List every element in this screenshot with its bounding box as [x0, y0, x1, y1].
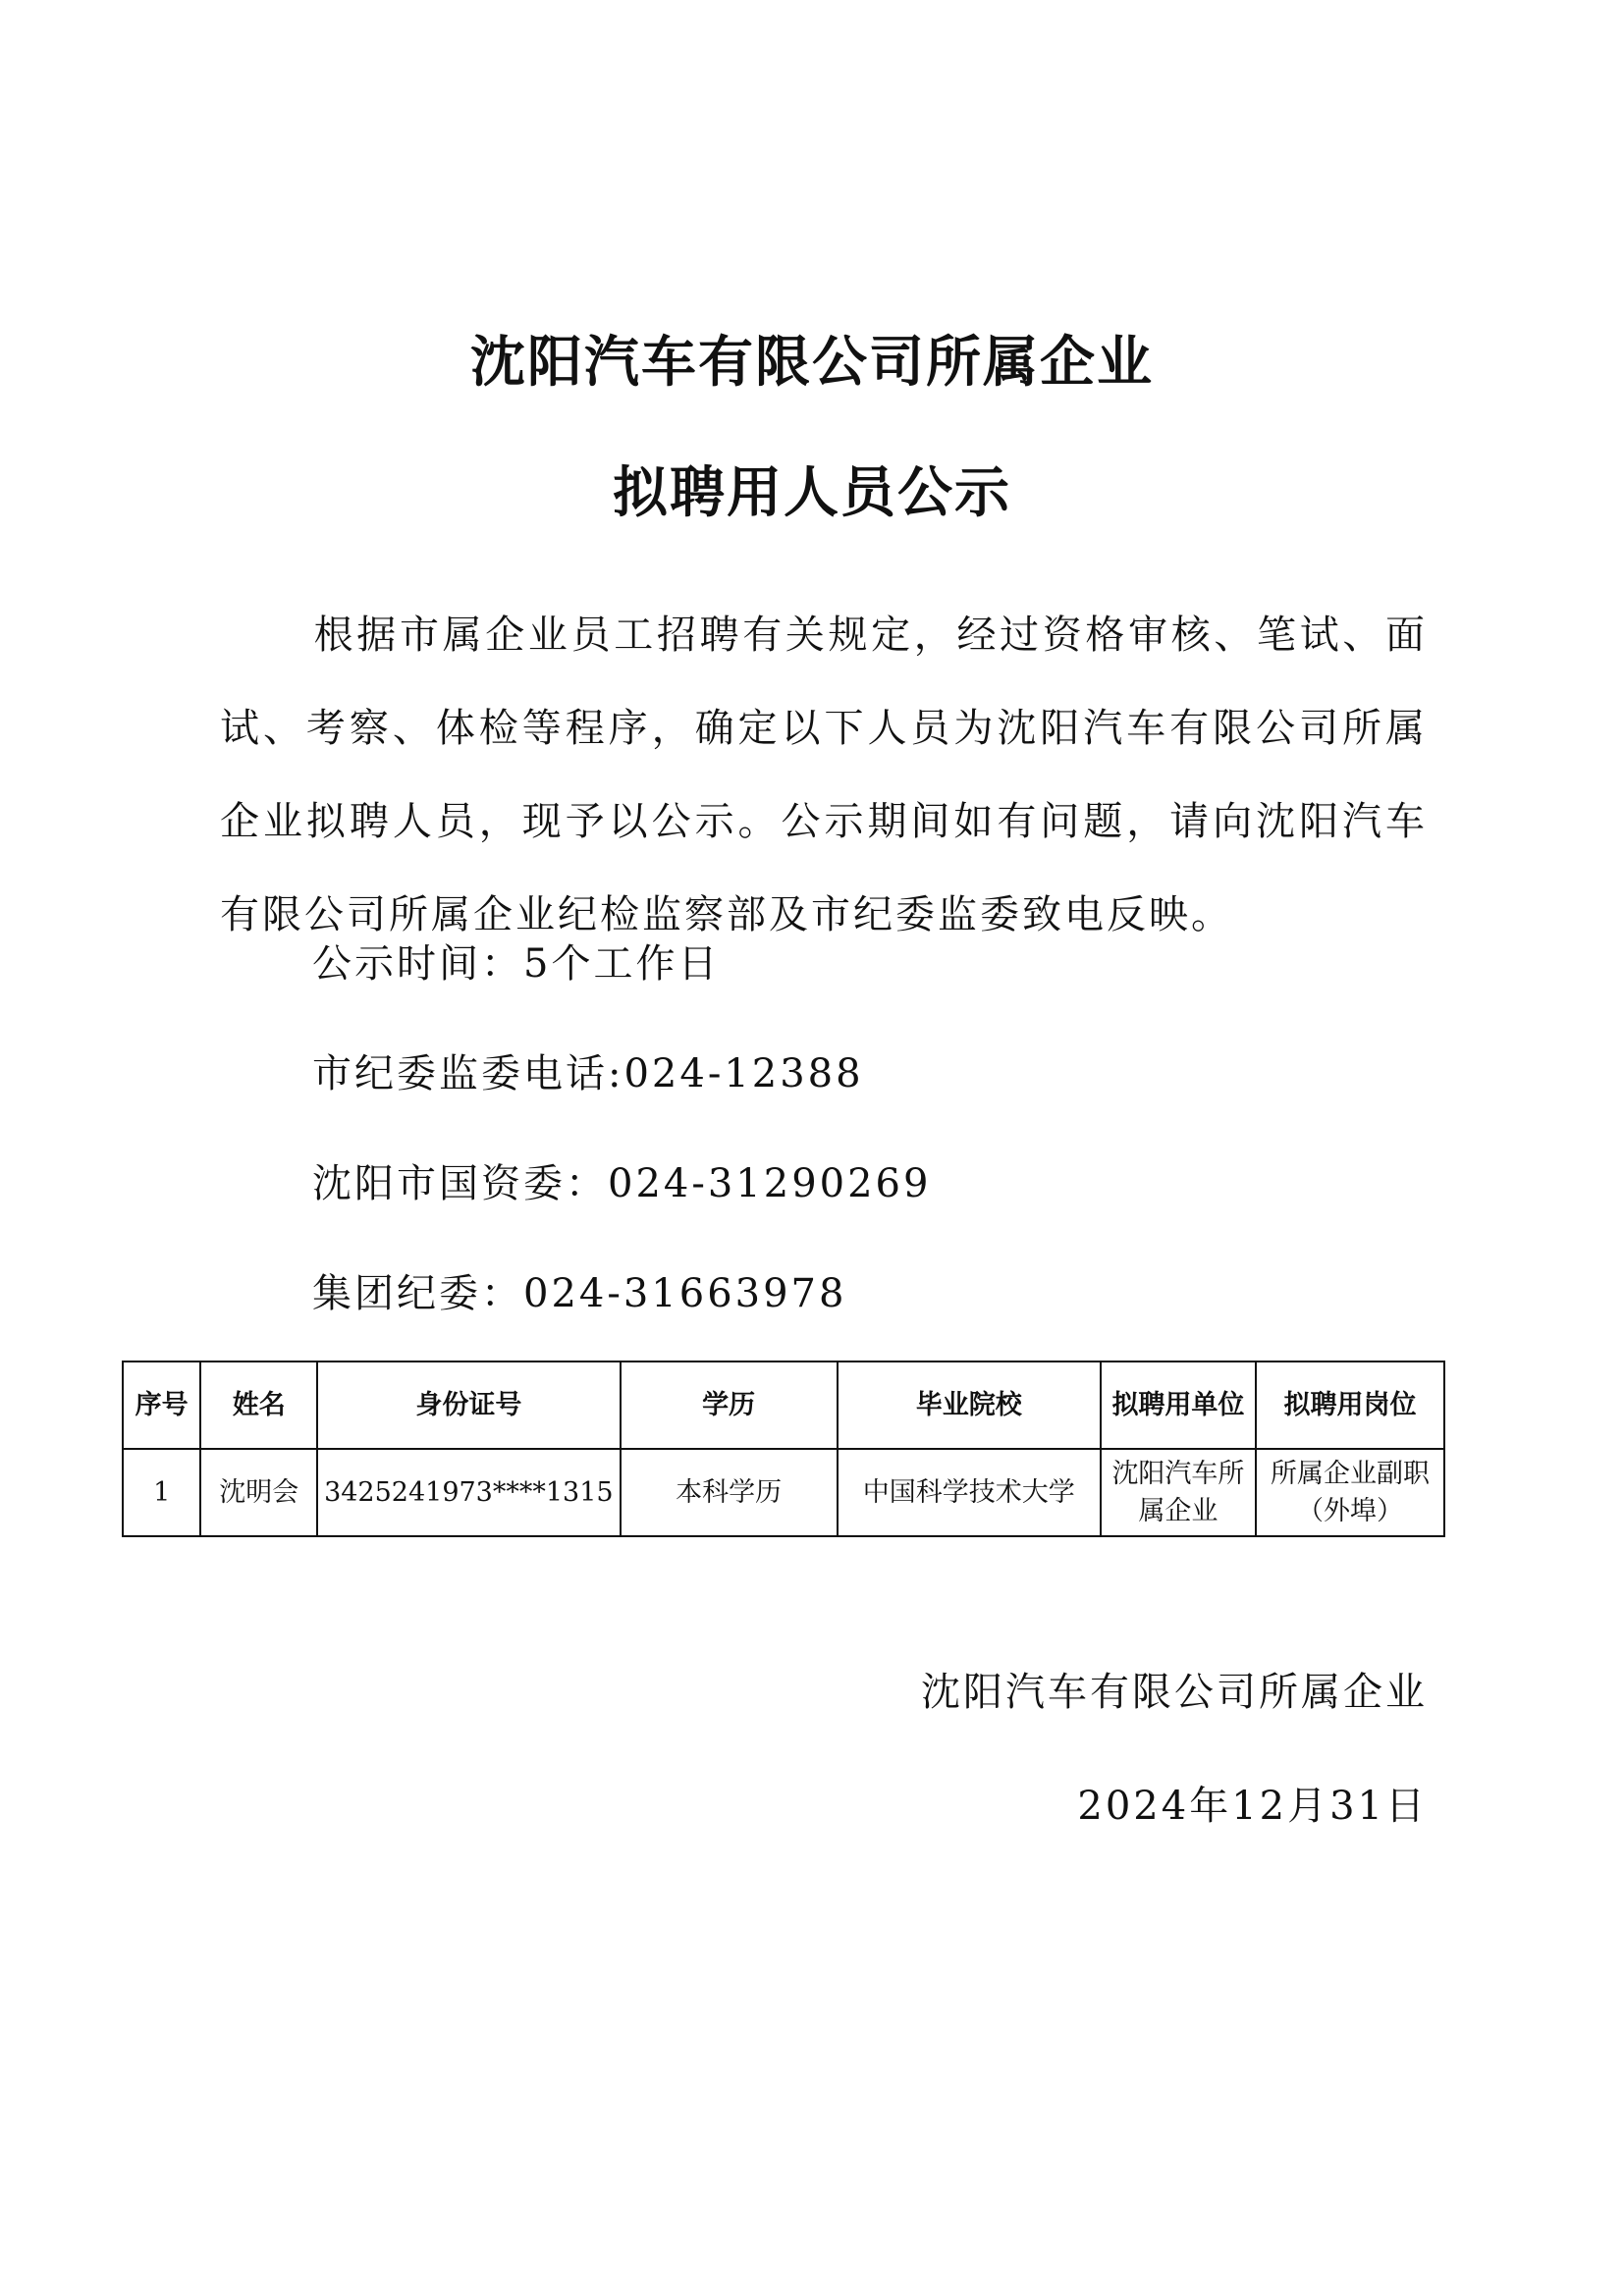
- table-row: [123, 1449, 1444, 1536]
- cell-school: 中国科学技术大学: [838, 1449, 1101, 1536]
- contact-group: 集团纪委：024-31663978: [312, 1271, 847, 1316]
- body-paragraph-text: 根据市属企业员工招聘有关规定，经过资格审核、笔试、面试、考察、体检等程序，确定以下人员为沈阳汽车有限公司所属企业拟聘人员，现予以公示。公示期间如有问题，请向沈阳汽车有限公司所属企业纪检监察部及市纪委监委致电反映。: [220, 613, 1428, 937]
- header-name: 姓名: [200, 1362, 317, 1449]
- contact-sasac: 沈阳市国资委：024-31290269: [312, 1161, 932, 1206]
- header-position: 拟聘用岗位: [1256, 1362, 1444, 1449]
- document-title-line1: 沈阳汽车有限公司所属企业: [470, 330, 1154, 395]
- header-id-number: 身份证号: [317, 1362, 621, 1449]
- header-unit: 拟聘用单位: [1101, 1362, 1256, 1449]
- cell-id-number: 3425241973****1315: [317, 1449, 621, 1536]
- contact-commission: 市纪委监委电话:024-12388: [312, 1051, 864, 1096]
- cell-unit: 沈阳汽车所属企业: [1101, 1449, 1256, 1536]
- table-header-row: [123, 1362, 1444, 1449]
- cell-name: 沈明会: [200, 1449, 317, 1536]
- header-education: 学历: [621, 1362, 838, 1449]
- header-index: 序号: [123, 1362, 200, 1449]
- cell-index: 1: [123, 1449, 200, 1536]
- document-title-line2: 拟聘用人员公示: [613, 460, 1011, 525]
- signature-organization: 沈阳汽车有限公司所属企业: [921, 1670, 1428, 1715]
- candidate-table: [122, 1361, 1445, 1537]
- cell-position: 所属企业副职（外埠）: [1256, 1449, 1444, 1536]
- body-paragraph: [220, 589, 1428, 962]
- notice-period: 公示时间：5个工作日: [312, 941, 721, 987]
- cell-education: 本科学历: [621, 1449, 838, 1536]
- signature-date: 2024年12月31日: [1077, 1784, 1428, 1829]
- header-school: 毕业院校: [838, 1362, 1101, 1449]
